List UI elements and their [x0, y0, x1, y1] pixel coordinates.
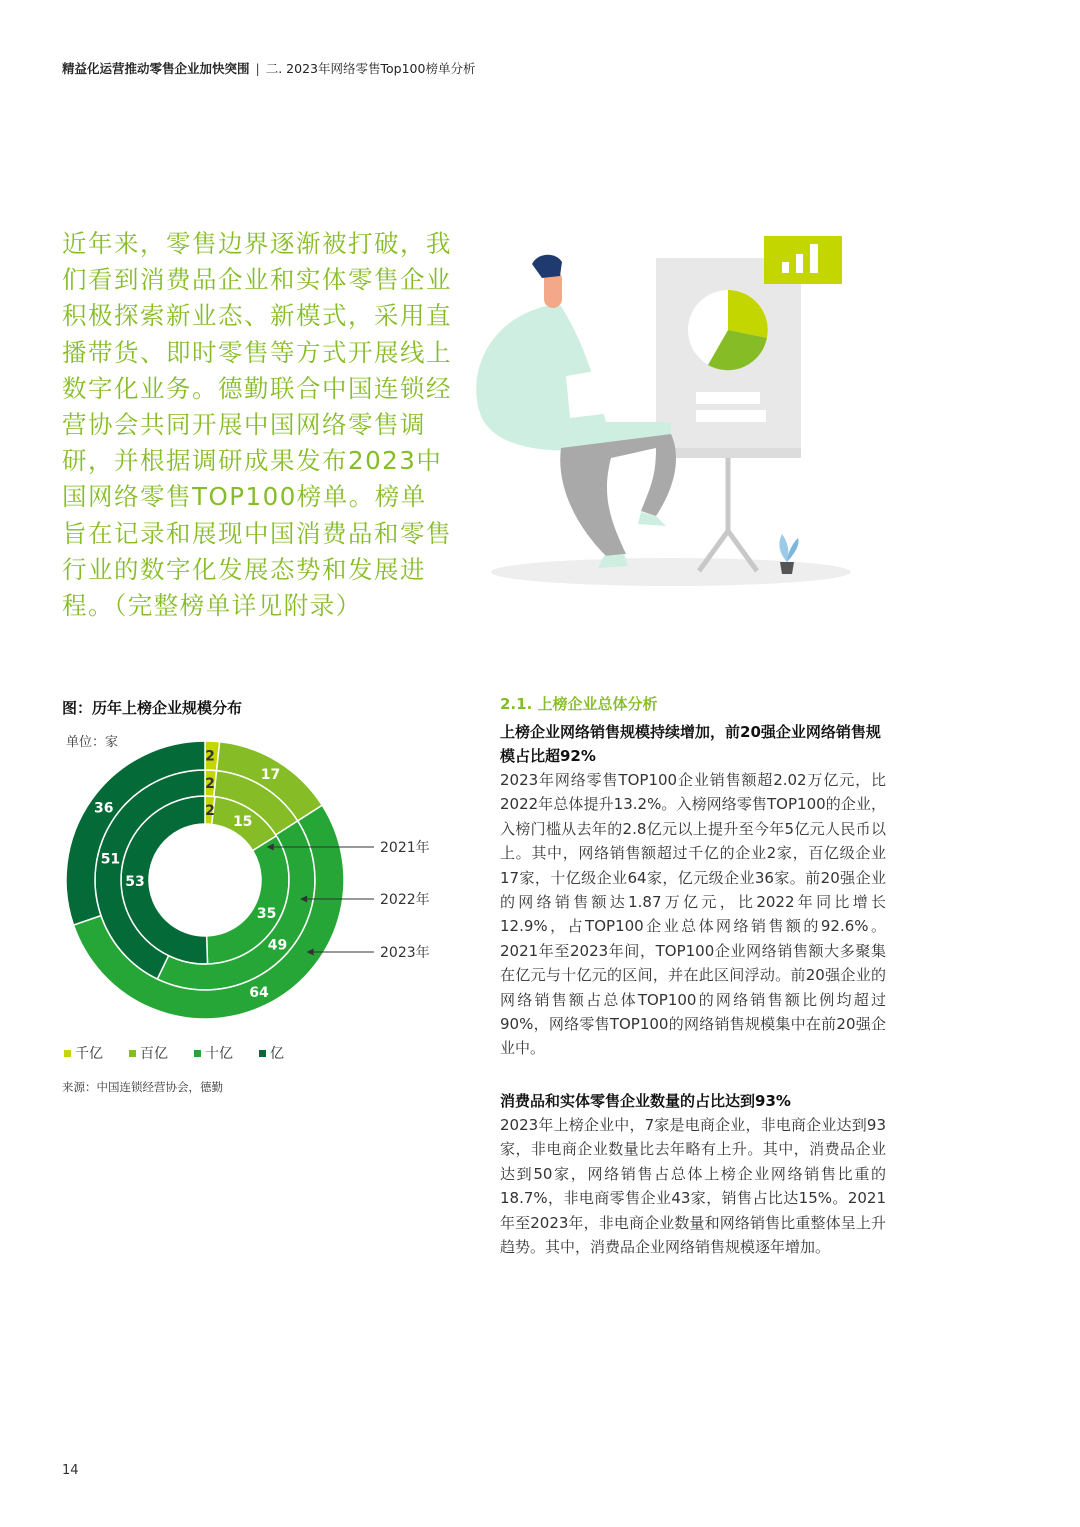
legend-swatch-qianyi — [64, 1050, 71, 1057]
floor-shadow — [491, 558, 851, 586]
data-label: 15 — [232, 814, 253, 831]
figure-source: 来源：中国连锁经营协会，德勤 — [62, 1080, 223, 1094]
chart-legend — [64, 1043, 310, 1063]
legend-item — [64, 1043, 103, 1063]
figure-unit: 单位：家 — [66, 735, 119, 750]
legend-swatch-yi — [259, 1050, 266, 1057]
data-label: 2 — [205, 803, 215, 819]
paragraph-2: 2023年上榜企业中，7家是电商企业，非电商企业达到93家，非电商企业数量比去年略有上升。其中，消费品企业达到50家，网络销售占总体上榜企业网络销售比重的18.7%，非电商零售企业43家，销售占比达15%。2021年至2023年，非电商企业数量和网络销售比重整体呈上升趋势。其中，消费品企业网络销售规模逐年增加。 — [500, 1115, 886, 1256]
data-label: 51 — [100, 851, 121, 868]
data-label: 49 — [267, 937, 288, 954]
analysis-column — [500, 693, 886, 1259]
figure-title: 图：历年上榜企业规模分布 — [62, 699, 243, 717]
donut-chart — [58, 740, 458, 1020]
presenter-illustration — [466, 226, 866, 596]
data-label: 2 — [205, 776, 215, 792]
header-section: 二. 2023年网络零售Top100榜单分析 — [265, 61, 476, 76]
legend-item — [259, 1043, 284, 1063]
legend-item — [129, 1043, 168, 1063]
header-title: 精益化运营推动零售企业加快突围 — [62, 61, 250, 76]
data-label: 17 — [260, 767, 281, 784]
legend-label: 亿 — [270, 1046, 284, 1062]
data-label: 36 — [93, 800, 114, 817]
paragraph-1: 2023年网络零售TOP100企业销售额超2.02万亿元，比2022年总体提升13.2%。入榜网络零售TOP100的企业，入榜门槛从去年的2.8亿元以上提升至今年5亿元人民币以上。其中，网络销售额超过千亿的企业2家，百亿级企业17家，十亿级企业64家，亿元级企业36家。前20强企业的网络销售额达1.87万亿元，比2022年同比增长12.9%，占TOP100企业总体网络销售额的92.6%。2021年至2023年间，TOP100企业网络销售额大多聚集在亿元与十亿元的区间，并在此区间浮动。前20强企业的网络销售额占总体TOP100的网络销售额比例均超过90%，网络零售TOP100的网络销售规模集中在前20强企业中。 — [500, 771, 886, 1058]
subheading-1: 上榜企业网络销售规模持续增加，前20强企业网络销售规模占比超92% — [500, 723, 881, 765]
legend-item — [194, 1043, 233, 1063]
legend-swatch-shiyi — [194, 1050, 201, 1057]
data-label: 35 — [256, 906, 277, 923]
header-divider: | — [255, 61, 260, 76]
section-title: 2.1. 上榜企业总体分析 — [500, 695, 658, 713]
legend-label: 千亿 — [75, 1046, 103, 1062]
intro-paragraph: 近年来，零售边界逐渐被打破，我们看到消费品企业和实体零售企业积极探索新业态、新模式，采用直播带货、即时零售等方式开展线上数字化业务。德勤联合中国连锁经营协会共同开展中国网络零售调研，并根据调研成果发布2023中国网络零售TOP100榜单。榜单旨在记录和展现中国消费品和零售行业的数字化发展态势和发展进程。（完整榜单详见附录） — [62, 229, 452, 621]
data-label: 53 — [125, 874, 145, 891]
legend-label: 十亿 — [205, 1046, 233, 1062]
subheading-2: 消费品和实体零售企业数量的占比达到93% — [500, 1091, 791, 1110]
legend-label: 百亿 — [140, 1046, 168, 1062]
series-label: 2023年 — [380, 945, 430, 961]
page-number: 14 — [62, 1463, 79, 1478]
page-header — [62, 59, 475, 77]
series-label: 2022年 — [380, 892, 430, 908]
data-label: 2 — [205, 748, 215, 765]
series-label: 2021年 — [380, 840, 430, 856]
plant-icon — [780, 562, 794, 574]
data-label: 64 — [249, 985, 269, 1002]
legend-swatch-baiyi — [129, 1050, 136, 1057]
